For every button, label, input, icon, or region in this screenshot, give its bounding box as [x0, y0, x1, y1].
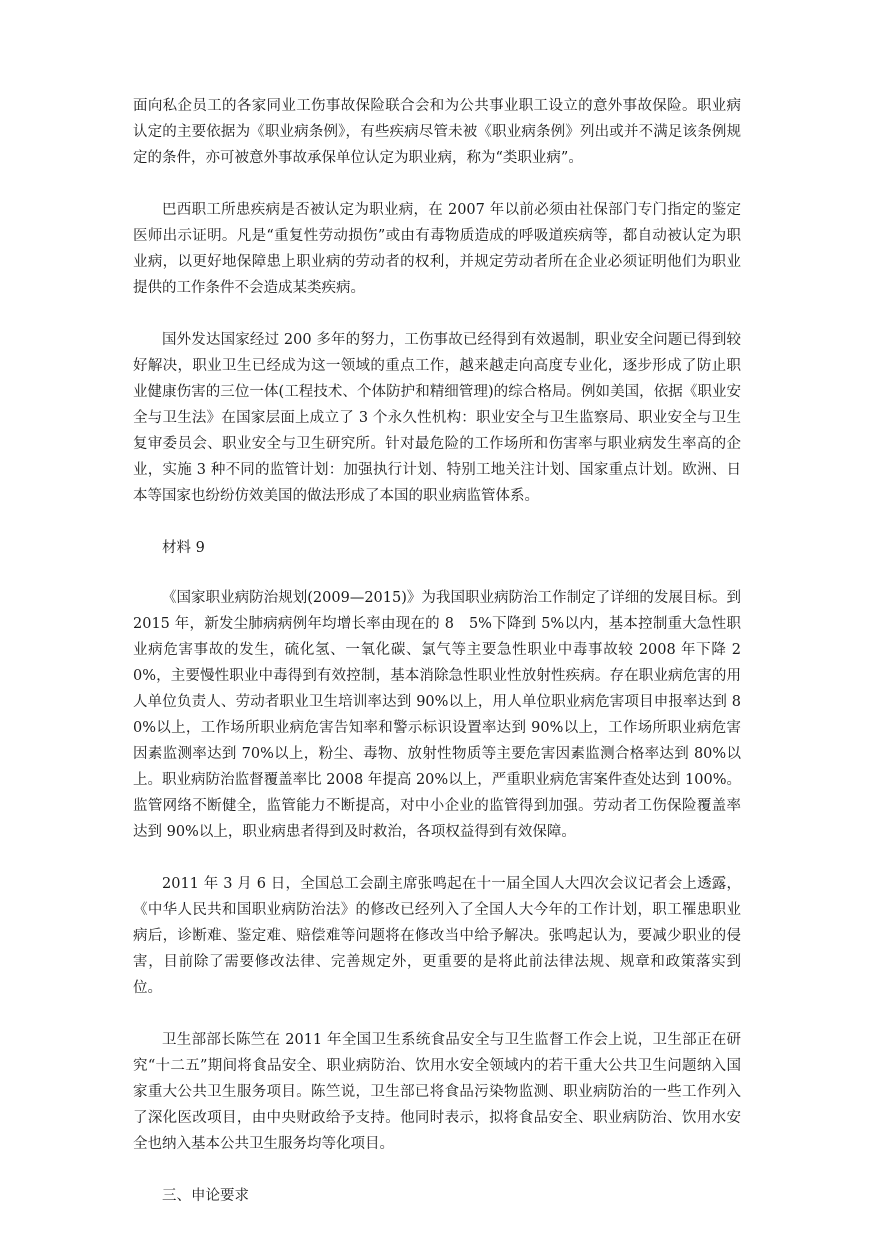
- paragraph-3: 国外发达国家经过 200 多年的努力，工伤事故已经得到有效遏制，职业安全问题已得到较好解决，职业卫生已经成为这一领域的重点工作，越来越走向高度专业化，逐步形成了防止职业健康伤害的三位一体(工程技术、个体防护和精细管理)的综合格局。例如美国，依据《职业安全与卫生法》在国家层面上成立了 3 个永久性机构：职业安全与卫生监察局、职业安全与卫生复审委员会、职业安全与卫生研究所。针对最危险的工作场所和伤害率与职业病发生率高的企业，实施 3 种不同的监管计划：加强执行计划、特别工地关注计划、国家重点计划。欧洲、日本等国家也纷纷仿效美国的做法形成了本国的职业病监管体系。: [133, 332, 741, 504]
- paragraph-5: 2011 年 3 月 6 日，全国总工会副主席张鸣起在十一届全国人大四次会议记者会上透露，《中华人民共和国职业病防治法》的修改已经列入了全国人大今年的工作计划，职工罹患职业病后，诊断难、鉴定难、赔偿难等问题将在修改当中给予解决。张鸣起认为，要减少职业的侵害，目前除了需要修改法律、完善规定外，更重要的是将此前法律法规、规章和政策落实到位。: [133, 876, 741, 996]
- paragraph-1: 面向私企员工的各家同业工伤事故保险联合会和为公共事业职工设立的意外事故保险。职业病认定的主要依据为《职业病条例》，有些疾病尽管未被《职业病条例》列出或并不满足该条例规定的条件，亦可被意外事故承保单位认定为职业病，称为“类职业病”。: [133, 98, 741, 166]
- paragraph-4: 《国家职业病防治规划(2009—2015)》为我国职业病防治工作制定了详细的发展目标。到 2015 年，新发尘肺病病例年均增长率由现在的 8 5%下降到 5%以内，基本控制重大急性职业病危害事故的发生，硫化氢、一氧化碳、氯气等主要急性职业中毒事故较 2008 年下降 20%，主要慢性职业中毒得到有效控制，基本消除急性职业性放射性疾病。存在职业病危害的用人单位负责人、劳动者职业卫生培训率达到 90%以上，用人单位职业病危害项目申报率达到 80%以上，工作场所职业病危害告知率和警示标识设置率达到 90%以上，工作场所职业病危害因素监测率达到 70%以上，粉尘、毒物、放射性物质等主要危害因素监测合格率达到 80%以上。职业病防治监督覆盖率比 2008 年提高 20%以上，严重职业病危害案件查处达到 100%。监管网络不断健全，监管能力不断提高，对中小企业的监管得到加强。劳动者工伤保险覆盖率达到 90%以上，职业病患者得到及时救治，各项权益得到有效保障。: [133, 590, 741, 840]
- paragraph-6: 卫生部部长陈竺在 2011 年全国卫生系统食品安全与卫生监督工作会上说，卫生部正在研究“十二五”期间将食品安全、职业病防治、饮用水安全领域内的若干重大公共卫生问题纳入国家重大公共卫生服务项目。陈竺说，卫生部已将食品污染物监测、职业病防治的一些工作列入了深化医改项目，由中央财政给予支持。他同时表示，拟将食品安全、职业病防治、饮用水安全也纳入基本公共卫生服务均等化项目。: [133, 1032, 741, 1152]
- section-label: 材料 9: [162, 540, 205, 556]
- paragraph-2: 巴西职工所患疾病是否被认定为职业病，在 2007 年以前必须由社保部门专门指定的鉴定医师出示证明。凡是“重复性劳动损伤”或由有毒物质造成的呼吸道疾病等，都自动被认定为职业病，以更好地保障患上职业病的劳动者的权利，并规定劳动者所在企业必须证明他们为职业提供的工作条件不会造成某类疾病。: [133, 202, 741, 296]
- document-page: [133, 93, 741, 1233]
- section-heading: 三、申论要求: [162, 1188, 249, 1204]
